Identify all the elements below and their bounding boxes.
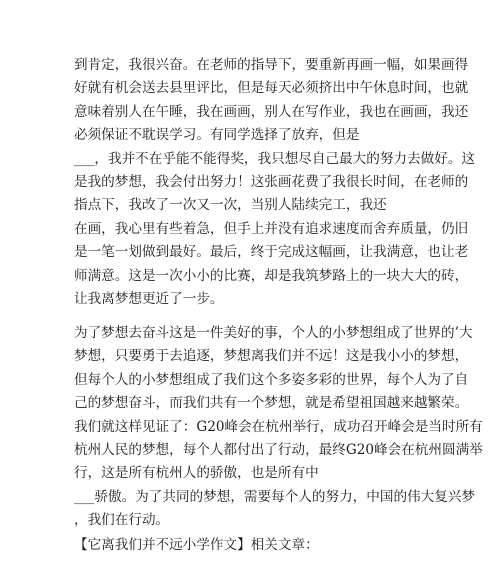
- text-line: 但每个人的小梦想组成了我们这个多姿多彩的世界，每个人为了自: [74, 371, 469, 388]
- text-line: 行，这是所有杭州人的骄傲，也是所有中: [74, 465, 319, 482]
- text-line: 杭州人民的梦想，每个人都付出了行动，最终G20峰会在杭州圆满举: [74, 441, 483, 458]
- text-line: 意味着别人在午睡，我在画画，别人在写作业，我也在画画，我还: [74, 103, 469, 120]
- text-line: 梦想，只要勇于去追逐，梦想离我们并不远！这是我小小的梦想，: [74, 348, 469, 365]
- text-line: ，我们在行动。: [74, 512, 170, 529]
- text-line: ___，我并不在乎能不能得奖，我只想尽自己最大的努力去做好。这: [74, 150, 476, 167]
- text-line: 指点下，我改了一次又一次，当别人陆续完工，我还: [74, 197, 387, 214]
- text-line: 好就有机会送去县里评比，但是每天必须挤出中午休息时间，也就: [74, 80, 469, 97]
- text-line: 为了梦想去奋斗这是一件美好的事，个人的小梦想组成了世界的’大: [74, 325, 473, 341]
- paragraph-1: [74, 54, 476, 311]
- text-line: ___骄傲。为了共同的梦想，需要每个人的努力，中国的伟大复兴梦: [74, 488, 476, 505]
- related-articles-heading: [74, 534, 434, 557]
- related-articles-text: 【它离我们并不远小学作文】相关文章：: [74, 537, 319, 553]
- text-line: 是我的梦想，我会付出努力！这张画花费了我很长时间，在老师的: [74, 173, 469, 190]
- paragraph-2: [74, 322, 483, 533]
- text-line: 必须保证不耽误学习。有同学选择了放弃，但是: [74, 127, 360, 144]
- text-line: 我们就这样见证了：G20峰会在杭州举行，成功召开峰会是当时所有: [74, 418, 483, 435]
- text-line: 己的梦想奋斗，而我们共有一个梦想，就是希望祖国越来越繁荣。: [74, 395, 469, 412]
- text-line: 让我离梦想更近了一步。: [74, 290, 224, 307]
- text-line: 在画，我心里有些着急，但手上并没有追求速度而舍弃质量，仍旧: [74, 220, 469, 237]
- text-line: 师满意。这是一次小小的比赛，却是我筑梦路上的一块大大的砖，: [74, 267, 469, 284]
- text-line: 是一笔一划做到最好。最后，终于完成这幅画，让我满意，也让老: [74, 244, 469, 261]
- text-line: 到肯定，我很兴奋。在老师的指导下，要重新再画一幅，如果画得: [74, 57, 469, 73]
